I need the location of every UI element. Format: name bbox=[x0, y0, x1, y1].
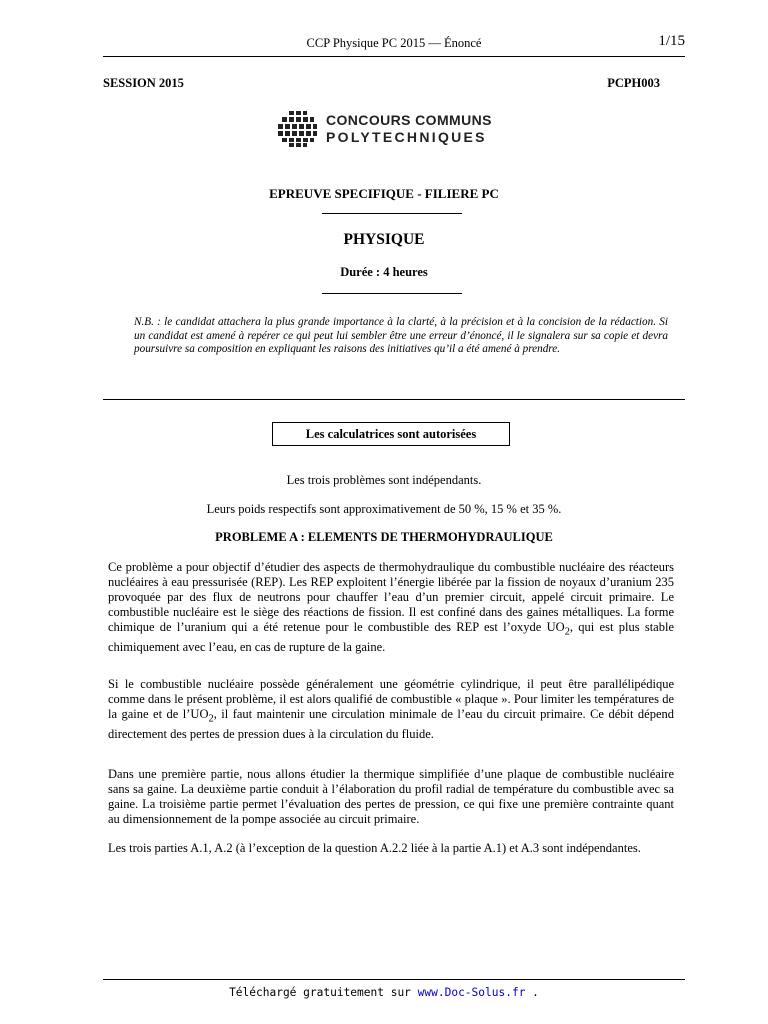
divider bbox=[322, 293, 462, 294]
session-label: SESSION 2015 bbox=[103, 76, 184, 90]
parts-paragraph: Dans une première partie, nous allons étudier la thermique simplifiée d’une plaque de combustible nucléaire sans sa gaine. La deuxième partie conduit à l’élaboration du profil radial de température du combustible avec sa gaine. La troisième partie permet l’évaluation des pertes de pression, ce qui fixe une première contrainte quant au dimensionnement de la pompe associée au circuit primaire. bbox=[108, 767, 674, 827]
footer-text: Téléchargé gratuitement sur bbox=[229, 986, 418, 999]
exam-code: PCPH003 bbox=[607, 76, 660, 90]
nb-note: N.B. : le candidat attachera la plus grande importance à la clarté, à la précision et à la concision de la rédaction. Si un candidat est amené à repérer ce qui peut lui sembler être une erreur d’énoncé, il le signalera sur sa copie et devra poursuivre sa composition en expliquant les raisons des initiatives qu’il a été amené à prendre. bbox=[134, 316, 668, 356]
intro-paragraph bbox=[108, 560, 674, 655]
para-text: Ce problème a pour objectif d’étudier des aspects de thermohydraulique du combustible nucléaire des réacteurs nucléaires à eau pressurisée (REP). Les REP exploitent l’énergie libérée par la fission de noyaux d’uranium 235 provoquée par des flux de neutrons pour chauffer l’eau d’un premier circuit, appelé circuit primaire. Le combustible nucléaire est le siège des réactions de fission. Il est confiné dans des gaines métalliques. La forme chimique de l’uranium qui a été retenue pour le combustible des REP est l’oxyde UO bbox=[108, 560, 674, 635]
ccp-logo bbox=[276, 110, 516, 150]
page-number: 1/15 bbox=[658, 33, 685, 49]
footer-end: . bbox=[525, 986, 539, 999]
header-title: CCP Physique PC 2015 — Énoncé bbox=[306, 36, 482, 50]
duration: Durée : 4 heures bbox=[340, 265, 428, 279]
footer bbox=[0, 986, 768, 999]
weights-note: Leurs poids respectifs sont approximativement de 50 %, 15 % et 35 %. bbox=[206, 502, 562, 516]
logo-text bbox=[326, 112, 492, 146]
subscript: 2 bbox=[208, 713, 214, 725]
subscript: 2 bbox=[564, 626, 570, 638]
logo-line-2: POLYTECHNIQUES bbox=[326, 129, 487, 145]
globe-grid-icon bbox=[276, 110, 320, 148]
section-divider bbox=[103, 399, 685, 400]
independent-note: Les trois problèmes sont indépendants. bbox=[286, 473, 482, 487]
calculators-box: Les calculatrices sont autorisées bbox=[272, 422, 510, 446]
logo-line-1: CONCOURS COMMUNS bbox=[326, 112, 492, 128]
para-text: Si le combustible nucléaire possède généralement une géométrie cylindrique, il peut être parallélipédique comme dans le présent problème, il est alors qualifié de combustible « plaque ». Pour limiter les températures de la gaine et de l’UO bbox=[108, 677, 674, 722]
independence-paragraph: Les trois parties A.1, A.2 (à l’exception de la question A.2.2 liée à la partie A.1) et A.3 sont indépendantes. bbox=[108, 841, 641, 855]
geometry-paragraph bbox=[108, 677, 674, 742]
para-text: , il faut maintenir une circulation minimale de l’eau du circuit primaire. Ce débit dépend directement des pertes de pression dues à la circulation du fluide. bbox=[108, 707, 674, 741]
footer-divider bbox=[103, 979, 685, 980]
divider bbox=[322, 213, 462, 214]
epreuve-title: EPREUVE SPECIFIQUE - FILIERE PC bbox=[269, 186, 499, 201]
subject-title: PHYSIQUE bbox=[343, 231, 425, 248]
problem-title: PROBLEME A : ELEMENTS DE THERMOHYDRAULIQUE bbox=[215, 530, 553, 544]
page-header bbox=[103, 33, 685, 57]
para-text: , qui est plus stable chimiquement avec l’eau, en cas de rupture de la gaine. bbox=[108, 620, 674, 654]
doc-solus-link[interactable]: www.Doc-Solus.fr bbox=[417, 986, 526, 999]
